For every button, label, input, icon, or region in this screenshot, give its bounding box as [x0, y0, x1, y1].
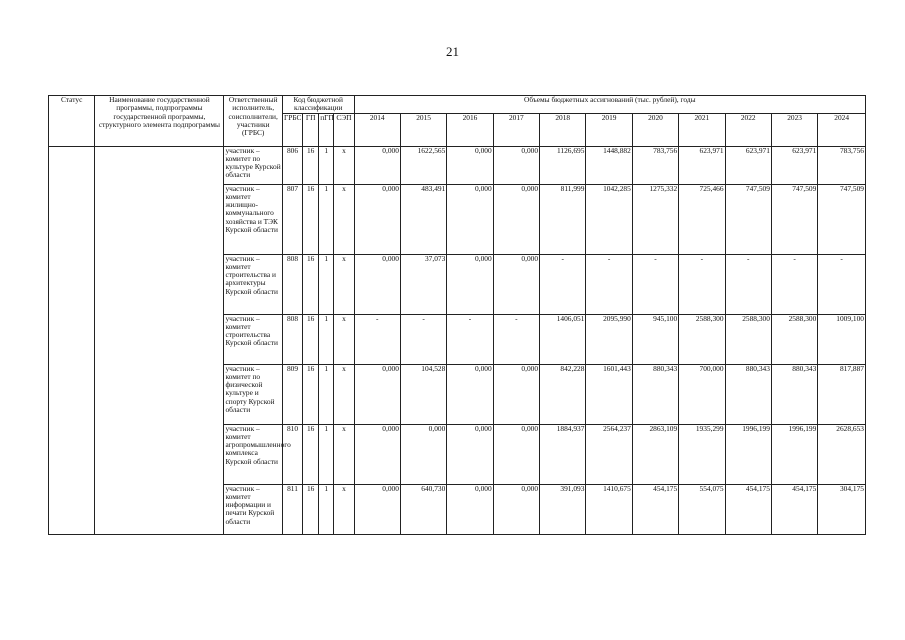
executor-cell: участник – комитет жилищно-коммунального хозяйства и ТЭК Курской области: [224, 184, 282, 254]
sep-cell: x: [334, 424, 354, 484]
header-year: 2019: [586, 113, 632, 146]
value-cell: 0,000: [354, 424, 400, 484]
value-cell: 0,000: [447, 254, 493, 314]
value-cell: 817,887: [818, 364, 866, 424]
table-row: [49, 146, 866, 184]
value-cell: 623,971: [679, 146, 725, 184]
gp-cell: 16: [303, 254, 319, 314]
value-cell: 880,343: [632, 364, 678, 424]
header-status: Статус: [49, 96, 95, 147]
value-cell: 2588,300: [679, 314, 725, 364]
value-cell: 1935,299: [679, 424, 725, 484]
value-cell: 454,175: [725, 484, 771, 534]
value-cell: -: [354, 314, 400, 364]
value-cell: 304,175: [818, 484, 866, 534]
value-cell: 623,971: [771, 146, 817, 184]
value-cell: 0,000: [400, 424, 446, 484]
value-cell: 880,343: [725, 364, 771, 424]
table-body: [49, 146, 866, 534]
header-code-gp: ГП: [303, 113, 319, 146]
value-cell: 2863,109: [632, 424, 678, 484]
pgp-cell: 1: [319, 424, 334, 484]
value-cell: 2588,300: [771, 314, 817, 364]
pgp-cell: 1: [319, 314, 334, 364]
sep-cell: x: [334, 364, 354, 424]
header-code-sep: СЭП: [334, 113, 354, 146]
status-cell: [49, 146, 95, 534]
pgp-cell: 1: [319, 146, 334, 184]
value-cell: 0,000: [493, 254, 539, 314]
header-executor: Ответственный исполнитель, соисполнители, участники (ГРБС): [224, 96, 282, 147]
header-year: 2014: [354, 113, 400, 146]
grbs-cell: 808: [282, 254, 302, 314]
header-name: Наименование государственной программы, подпрограммы государственной программы, структурного элемента подпрограммы: [95, 96, 224, 147]
pgp-cell: 1: [319, 254, 334, 314]
grbs-cell: 806: [282, 146, 302, 184]
pgp-cell: 1: [319, 364, 334, 424]
value-cell: 623,971: [725, 146, 771, 184]
executor-cell: участник – комитет по культуре Курской области: [224, 146, 282, 184]
executor-cell: участник – комитет информации и печати Курской области: [224, 484, 282, 534]
grbs-cell: 809: [282, 364, 302, 424]
header-year: 2015: [400, 113, 446, 146]
value-cell: 1126,695: [540, 146, 586, 184]
value-cell: 0,000: [447, 146, 493, 184]
value-cell: -: [400, 314, 446, 364]
value-cell: 0,000: [354, 146, 400, 184]
value-cell: 0,000: [354, 254, 400, 314]
page-number: 21: [446, 44, 459, 59]
value-cell: 842,228: [540, 364, 586, 424]
value-cell: 0,000: [354, 364, 400, 424]
value-cell: 0,000: [493, 424, 539, 484]
value-cell: 783,756: [632, 146, 678, 184]
value-cell: 1275,332: [632, 184, 678, 254]
grbs-cell: 807: [282, 184, 302, 254]
sep-cell: x: [334, 184, 354, 254]
gp-cell: 16: [303, 146, 319, 184]
value-cell: 454,175: [632, 484, 678, 534]
value-cell: 725,466: [679, 184, 725, 254]
pgp-cell: 1: [319, 484, 334, 534]
value-cell: 1622,565: [400, 146, 446, 184]
value-cell: 640,730: [400, 484, 446, 534]
value-cell: 2095,990: [586, 314, 632, 364]
value-cell: 945,100: [632, 314, 678, 364]
gp-cell: 16: [303, 364, 319, 424]
header-code-grbs: ГРБС: [282, 113, 302, 146]
value-cell: 1884,937: [540, 424, 586, 484]
value-cell: 747,509: [818, 184, 866, 254]
value-cell: 747,509: [771, 184, 817, 254]
header-volumes: Объемы бюджетных ассигнований (тыс. рублей), годы: [354, 96, 865, 114]
value-cell: -: [679, 254, 725, 314]
value-cell: 1009,100: [818, 314, 866, 364]
gp-cell: 16: [303, 184, 319, 254]
sep-cell: x: [334, 484, 354, 534]
grbs-cell: 808: [282, 314, 302, 364]
value-cell: 37,073: [400, 254, 446, 314]
value-cell: 880,343: [771, 364, 817, 424]
header-year: 2016: [447, 113, 493, 146]
executor-cell: участник – комитет по физической культуре и спорту Курской области: [224, 364, 282, 424]
sep-cell: x: [334, 314, 354, 364]
sep-cell: x: [334, 254, 354, 314]
header-code-pgp: пГП: [319, 113, 334, 146]
value-cell: -: [632, 254, 678, 314]
gp-cell: 16: [303, 484, 319, 534]
header-year: 2022: [725, 113, 771, 146]
gp-cell: 16: [303, 424, 319, 484]
executor-cell: участник – комитет строительства и архитектуры Курской области: [224, 254, 282, 314]
value-cell: 0,000: [493, 484, 539, 534]
pgp-cell: 1: [319, 184, 334, 254]
header-year: 2023: [771, 113, 817, 146]
header-year: 2018: [540, 113, 586, 146]
executor-cell: участник – комитет агропромышленного комплекса Курской области: [224, 424, 282, 484]
value-cell: -: [725, 254, 771, 314]
value-cell: 1448,882: [586, 146, 632, 184]
value-cell: -: [540, 254, 586, 314]
value-cell: 391,093: [540, 484, 586, 534]
value-cell: -: [493, 314, 539, 364]
value-cell: 1996,199: [771, 424, 817, 484]
value-cell: 0,000: [354, 484, 400, 534]
name-cell: [95, 146, 224, 534]
grbs-cell: 811: [282, 484, 302, 534]
grbs-cell: 810: [282, 424, 302, 484]
value-cell: 783,756: [818, 146, 866, 184]
header-row-top: [49, 96, 866, 114]
value-cell: 0,000: [493, 146, 539, 184]
value-cell: 2628,653: [818, 424, 866, 484]
value-cell: 1601,443: [586, 364, 632, 424]
value-cell: 0,000: [447, 364, 493, 424]
header-year: 2020: [632, 113, 678, 146]
header-year: 2021: [679, 113, 725, 146]
value-cell: 1406,051: [540, 314, 586, 364]
value-cell: 0,000: [447, 484, 493, 534]
value-cell: 0,000: [493, 184, 539, 254]
header-budget-code: Код бюджетной классификации: [282, 96, 354, 114]
value-cell: 1042,285: [586, 184, 632, 254]
executor-cell: участник – комитет строительства Курской области: [224, 314, 282, 364]
value-cell: 0,000: [493, 364, 539, 424]
header-year: 2017: [493, 113, 539, 146]
value-cell: -: [447, 314, 493, 364]
value-cell: -: [771, 254, 817, 314]
value-cell: -: [818, 254, 866, 314]
budget-allocation-table: [48, 95, 866, 535]
value-cell: 454,175: [771, 484, 817, 534]
gp-cell: 16: [303, 314, 319, 364]
value-cell: 747,509: [725, 184, 771, 254]
sep-cell: x: [334, 146, 354, 184]
header-year: 2024: [818, 113, 866, 146]
value-cell: 700,000: [679, 364, 725, 424]
value-cell: 0,000: [447, 184, 493, 254]
value-cell: 1410,675: [586, 484, 632, 534]
value-cell: 2564,237: [586, 424, 632, 484]
value-cell: 1996,199: [725, 424, 771, 484]
value-cell: 483,491: [400, 184, 446, 254]
value-cell: -: [586, 254, 632, 314]
value-cell: 0,000: [447, 424, 493, 484]
value-cell: 0,000: [354, 184, 400, 254]
value-cell: 554,075: [679, 484, 725, 534]
value-cell: 811,999: [540, 184, 586, 254]
value-cell: 2588,300: [725, 314, 771, 364]
value-cell: 104,528: [400, 364, 446, 424]
